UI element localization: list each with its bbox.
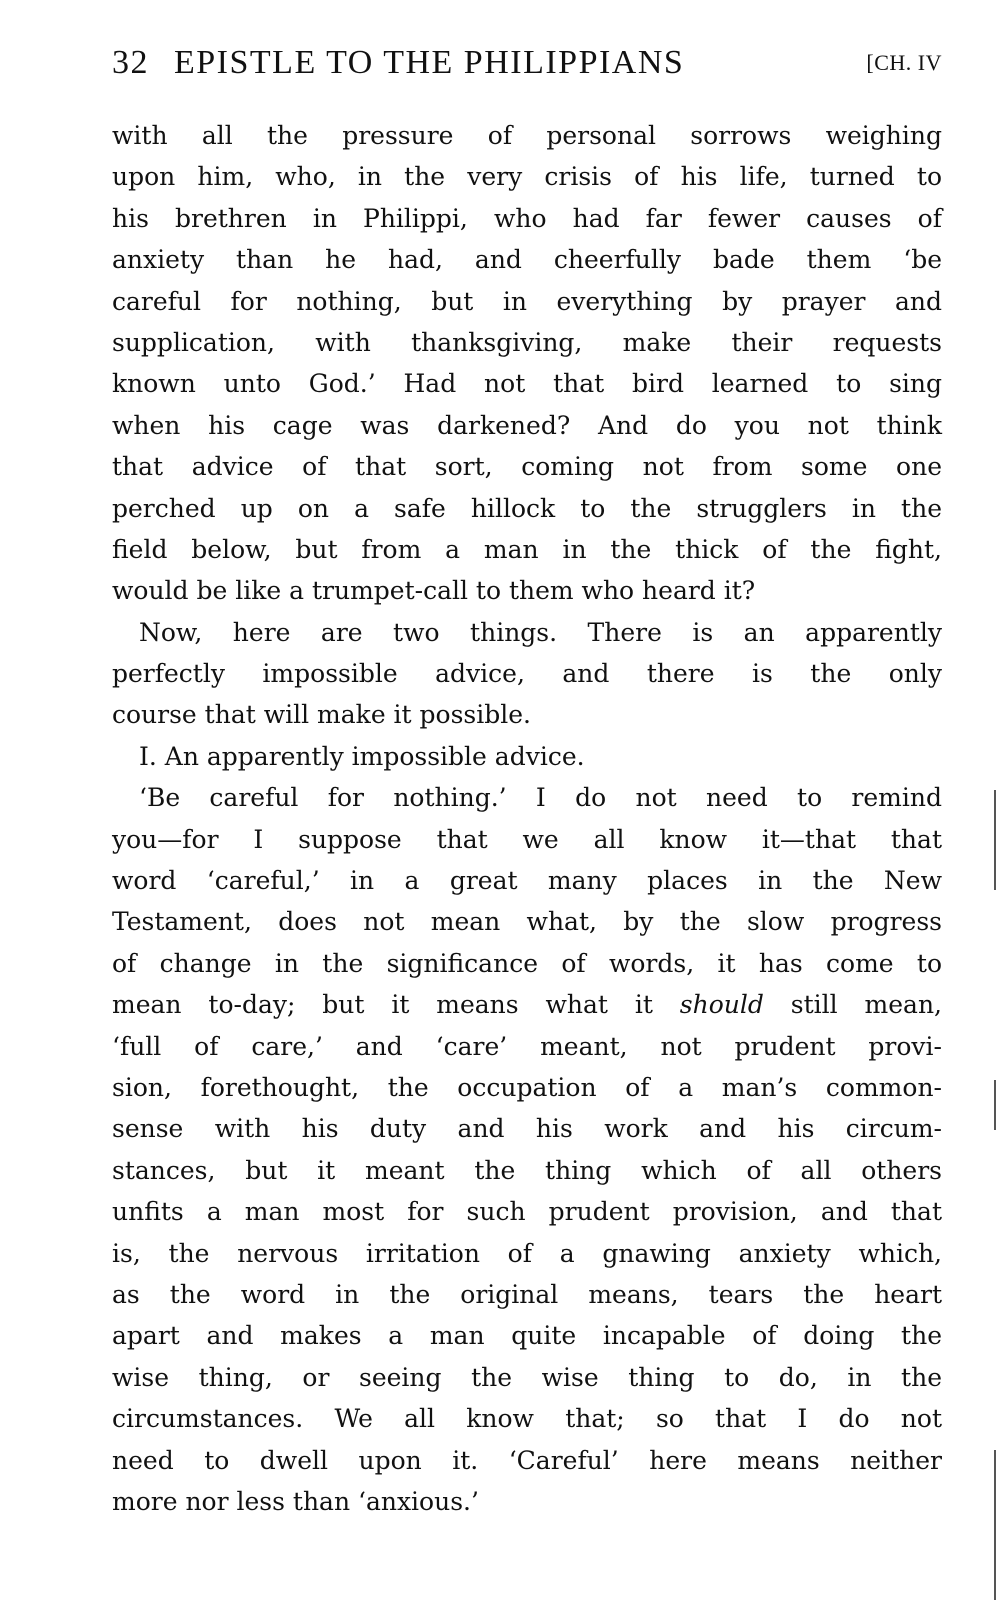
text-line: apart and makes a man quite incapable of doing the [112,1321,942,1351]
text-line: perfectly impossible advice, and there is the only [112,659,942,689]
text-line: his brethren in Philippi, who had far fewer causes of [112,203,942,233]
chapter-marker: [CH. IV [866,50,942,75]
text-line: more nor less than ‘anxious.’ [112,1486,479,1516]
text-line: word ‘careful,’ in a great many places in the New [112,866,942,896]
text-line: ‘Be careful for nothing.’ I do not need to remind [139,783,942,813]
text-line: unfits a man most for such prudent provision, and that [112,1197,942,1227]
text-line: supplication, with thanksgiving, make their requests [112,327,942,357]
text-line: Testament, does not mean what, by the slow progress [112,907,942,937]
text-line: as the word in the original means, tears the heart [112,1279,942,1309]
book-title: EPISTLE TO THE PHILIPPIANS [174,44,685,81]
text-line: need to dwell upon it. ‘Careful’ here means neither [112,1445,942,1475]
margin-rule [994,1080,996,1130]
margin-rule [994,1450,996,1600]
body-text [112,115,942,1522]
text-line: sense with his duty and his work and his circum- [112,1114,942,1144]
text-line: of change in the significance of words, it has come to [112,948,942,978]
text-line: stances, but it meant the thing which of all others [112,1155,942,1185]
text-line: careful for nothing, but in everything by prayer and [112,286,942,316]
text-line: Now, here are two things. There is an apparently [139,617,942,647]
running-head [112,44,942,94]
text-line: that advice of that sort, coming not from some one [112,452,942,482]
text-line: upon him, who, in the very crisis of his life, turned to [112,162,942,192]
text-line: is, the nervous irritation of a gnawing anxiety which, [112,1238,942,1268]
text-line-with-emphasis [112,984,942,1025]
text-line: would be like a trumpet-call to them who heard it? [112,576,756,606]
text-line: field below, but from a man in the thick of the fight, [112,534,942,564]
text-line: course that will make it possible. [112,700,531,730]
text-line: with all the pressure of personal sorrows weighing [112,121,942,150]
section-heading: I. An apparently impossible advice. [139,741,585,771]
margin-rule [994,790,996,890]
text-segment: still mean, [790,990,943,1020]
text-line: ‘full of care,’ and ‘care’ meant, not prudent provi- [112,1031,942,1061]
text-line: anxiety than he had, and cheerfully bade them ‘be [112,245,942,275]
text-line: sion, forethought, the occupation of a man’s common- [112,1072,942,1102]
text-line: wise thing, or seeing the wise thing to do, in the [112,1362,942,1392]
text-line: circumstances. We all know that; so that I do not [112,1404,942,1434]
page-number: 32 [112,44,149,81]
emphasis-should: should [679,990,764,1020]
text-line: known unto God.’ Had not that bird learned to sing [112,369,942,399]
text-line: perched up on a safe hillock to the strugglers in the [112,493,942,523]
text-segment: mean to-day; but it means what it [112,990,653,1020]
text-line: you—for I suppose that we all know it—that that [112,824,942,854]
text-line: when his cage was darkened? And do you not think [112,410,942,440]
